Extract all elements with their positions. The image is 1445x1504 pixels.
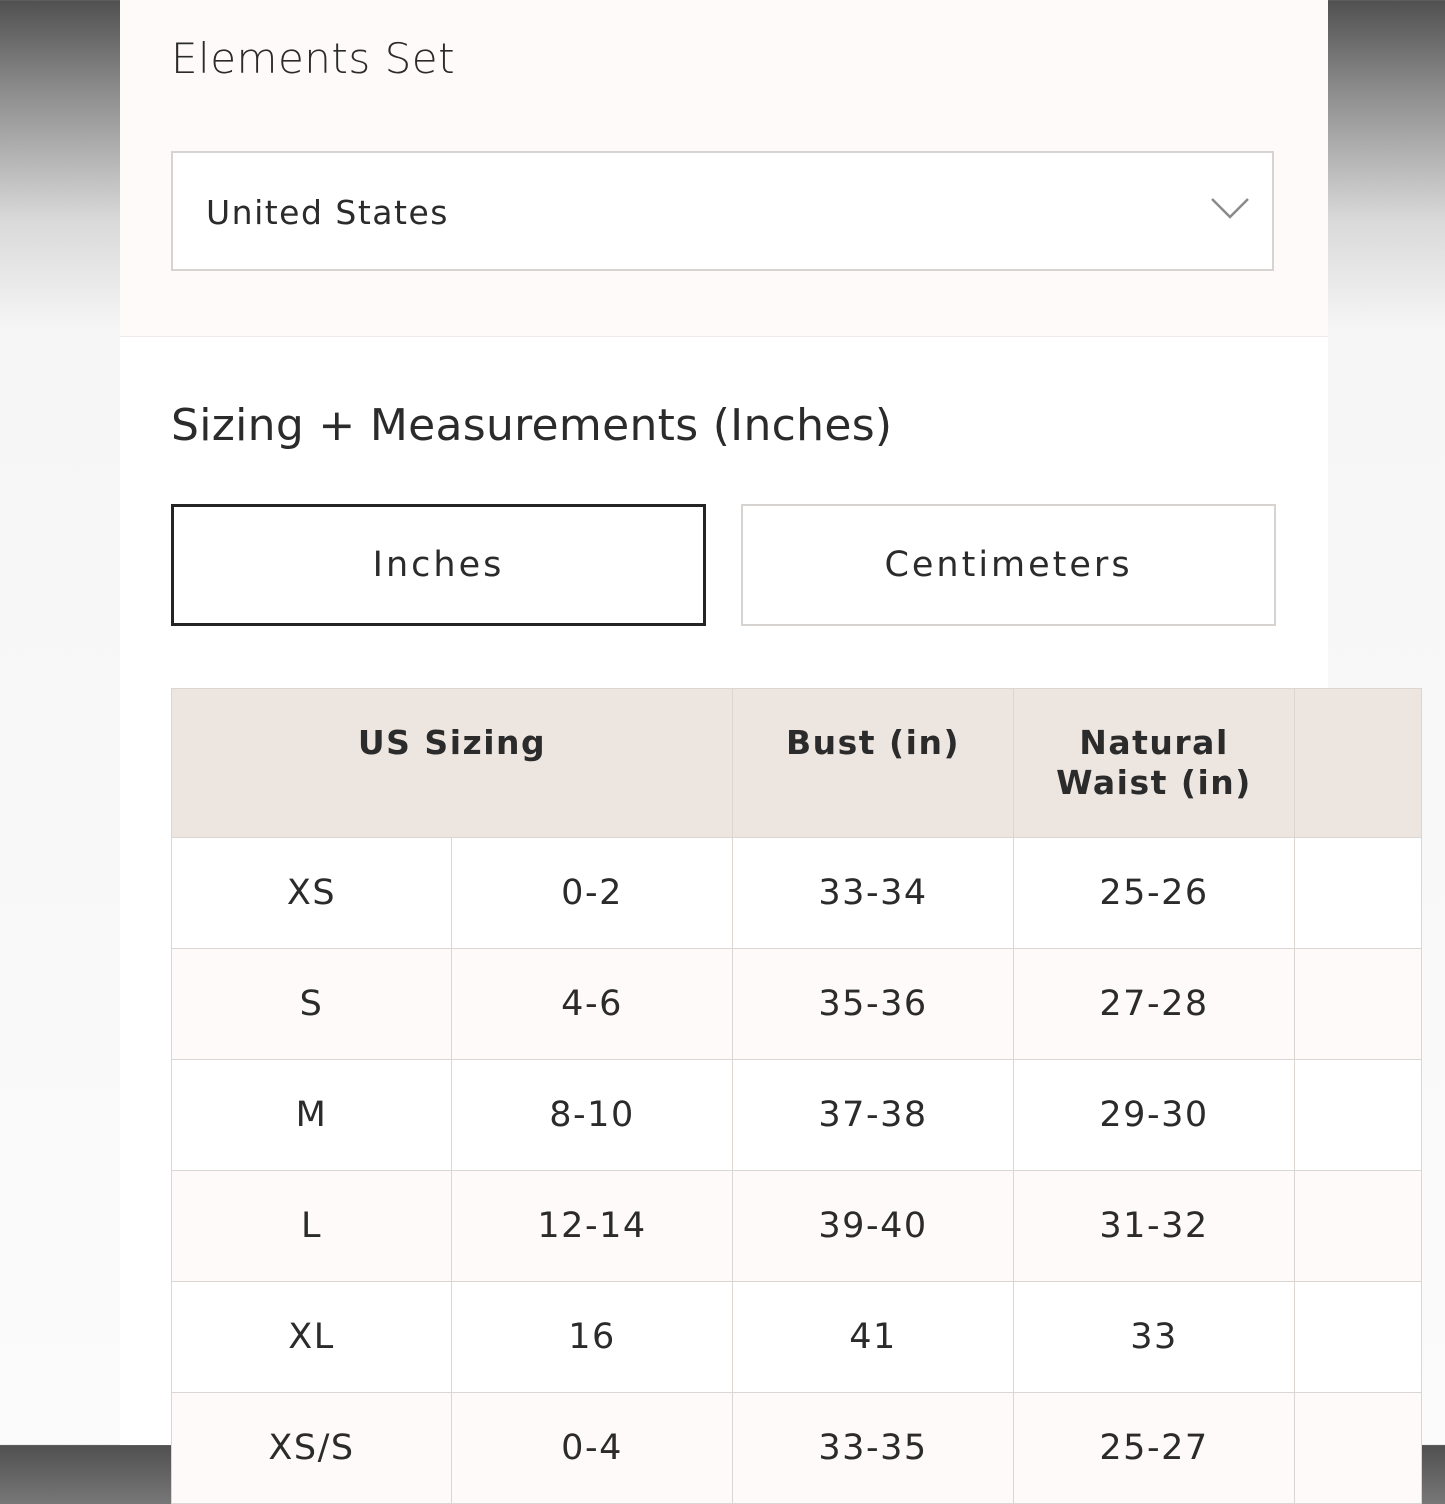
cell-size: L [172, 1171, 452, 1282]
table-row [172, 949, 1422, 1060]
cell-bust: 41 [733, 1282, 1014, 1393]
centimeters-toggle-button[interactable] [741, 504, 1276, 626]
cell-size: XS [172, 838, 452, 949]
size-chart-scroll-container[interactable] [171, 688, 1331, 1468]
table-row [172, 838, 1422, 949]
cell-bust: 33-34 [733, 838, 1014, 949]
size-guide-panel [120, 0, 1328, 1468]
cell-cutoff [1295, 1171, 1422, 1282]
cell-size: M [172, 1060, 452, 1171]
cell-us-size: 4-6 [452, 949, 733, 1060]
inches-toggle-button[interactable] [171, 504, 706, 626]
sizing-section-title: Sizing + Measurements (Inches) [171, 400, 893, 451]
region-select[interactable] [171, 151, 1274, 271]
cell-us-size: 0-4 [452, 1393, 733, 1504]
cell-size: XS/S [172, 1393, 452, 1504]
cell-waist: 29-30 [1014, 1060, 1295, 1171]
table-row [172, 1060, 1422, 1171]
cell-us-size: 0-2 [452, 838, 733, 949]
region-select-value: United States [206, 193, 449, 232]
cell-bust: 35-36 [733, 949, 1014, 1060]
cell-us-size: 12-14 [452, 1171, 733, 1282]
cell-bust: 33-35 [733, 1393, 1014, 1504]
header-us-sizing: US Sizing [172, 689, 733, 838]
cell-waist: 27-28 [1014, 949, 1295, 1060]
centimeters-toggle-label: Centimeters [884, 545, 1133, 585]
size-chart-table [171, 688, 1422, 1504]
table-row [172, 1171, 1422, 1282]
cell-waist: 33 [1014, 1282, 1295, 1393]
cell-cutoff [1295, 1393, 1422, 1504]
cell-cutoff [1295, 838, 1422, 949]
cell-cutoff [1295, 1282, 1422, 1393]
table-header-row [172, 689, 1422, 838]
cell-size: S [172, 949, 452, 1060]
cell-cutoff [1295, 949, 1422, 1060]
chevron-down-icon [1210, 189, 1250, 229]
header-natural-waist: Natural Waist (in) [1014, 689, 1295, 838]
cell-cutoff [1295, 1060, 1422, 1171]
cell-waist: 25-26 [1014, 838, 1295, 949]
cell-bust: 39-40 [733, 1171, 1014, 1282]
cell-us-size: 8-10 [452, 1060, 733, 1171]
header-bust: Bust (in) [733, 689, 1014, 838]
inches-toggle-label: Inches [372, 545, 505, 585]
cell-size: XL [172, 1282, 452, 1393]
cell-waist: 31-32 [1014, 1171, 1295, 1282]
cell-us-size: 16 [452, 1282, 733, 1393]
cell-bust: 37-38 [733, 1060, 1014, 1171]
table-row [172, 1282, 1422, 1393]
left-background-margin [0, 0, 120, 1445]
product-title: Elements Set [171, 34, 456, 83]
header-cutoff-column [1295, 689, 1422, 838]
cell-waist: 25-27 [1014, 1393, 1295, 1504]
product-header-section [120, 0, 1328, 337]
table-row [172, 1393, 1422, 1504]
